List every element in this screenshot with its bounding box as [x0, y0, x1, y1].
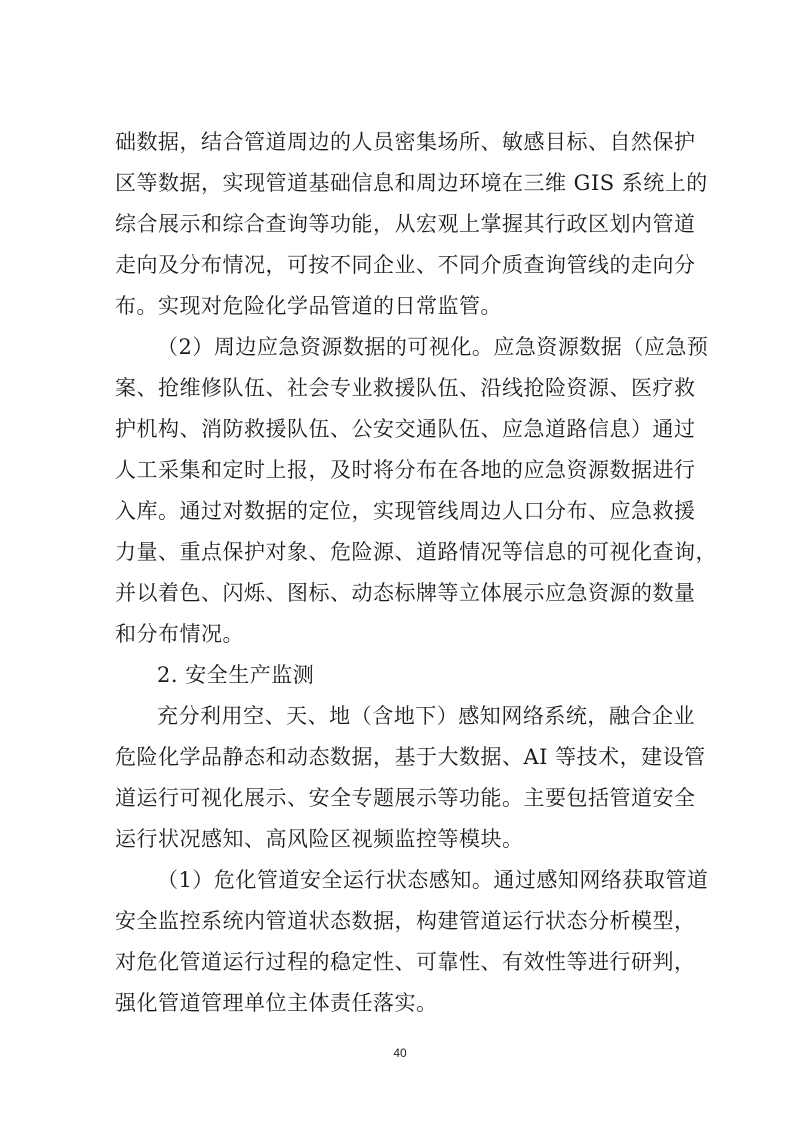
text-line: 础数据，结合管道周边的人员密集场所、敏感目标、自然保护	[115, 130, 696, 154]
text-line: 运行状况感知、高风险区视频监控等模块。	[115, 827, 524, 851]
text-line: 力量、重点保护对象、危险源、道路情况等信息的可视化查询，	[115, 540, 717, 564]
text-line: 强化管道管理单位主体责任落实。	[115, 991, 438, 1015]
text-line: 案、抢维修队伍、社会专业救援队伍、沿线抢险资源、医疗救	[115, 376, 696, 400]
text-line: 并以着色、闪烁、图标、动态标牌等立体展示应急资源的数量	[115, 581, 696, 605]
text-line: 危险化学品静态和动态数据，基于大数据、AI 等技术，建设管	[115, 745, 706, 769]
text-line: 综合展示和综合查询等功能，从宏观上掌握其行政区划内管道	[115, 212, 696, 236]
text-line: 充分利用空、天、地（含地下）感知网络系统，融合企业	[157, 704, 695, 728]
text-line: 道运行可视化展示、安全专题展示等功能。主要包括管道安全	[115, 786, 696, 810]
text-line: 人工采集和定时上报，及时将分布在各地的应急资源数据进行	[115, 458, 696, 482]
text-line: （1）危化管道安全运行状态感知。通过感知网络获取管道	[157, 868, 709, 892]
page-number: 40	[393, 1046, 407, 1060]
text-line: 护机构、消防救援队伍、公安交通队伍、应急道路信息）通过	[115, 417, 696, 441]
text-line: 对危化管道运行过程的稳定性、可靠性、有效性等进行研判，	[115, 950, 696, 974]
section-heading: 2. 安全生产监测	[157, 663, 315, 687]
text-line: 安全监控系统内管道状态数据，构建管道运行状态分析模型，	[115, 909, 696, 933]
text-line: 布。实现对危险化学品管道的日常监管。	[115, 294, 502, 318]
text-line: 走向及分布情况，可按不同企业、不同介质查询管线的走向分	[115, 253, 696, 277]
body-text	[115, 122, 717, 1024]
text-line: （2）周边应急资源数据的可视化。应急资源数据（应急预	[157, 335, 709, 359]
text-line: 区等数据，实现管道基础信息和周边环境在三维 GIS 系统上的	[115, 171, 708, 195]
text-line: 入库。通过对数据的定位，实现管线周边人口分布、应急救援	[115, 499, 696, 523]
text-line: 和分布情况。	[115, 622, 244, 646]
